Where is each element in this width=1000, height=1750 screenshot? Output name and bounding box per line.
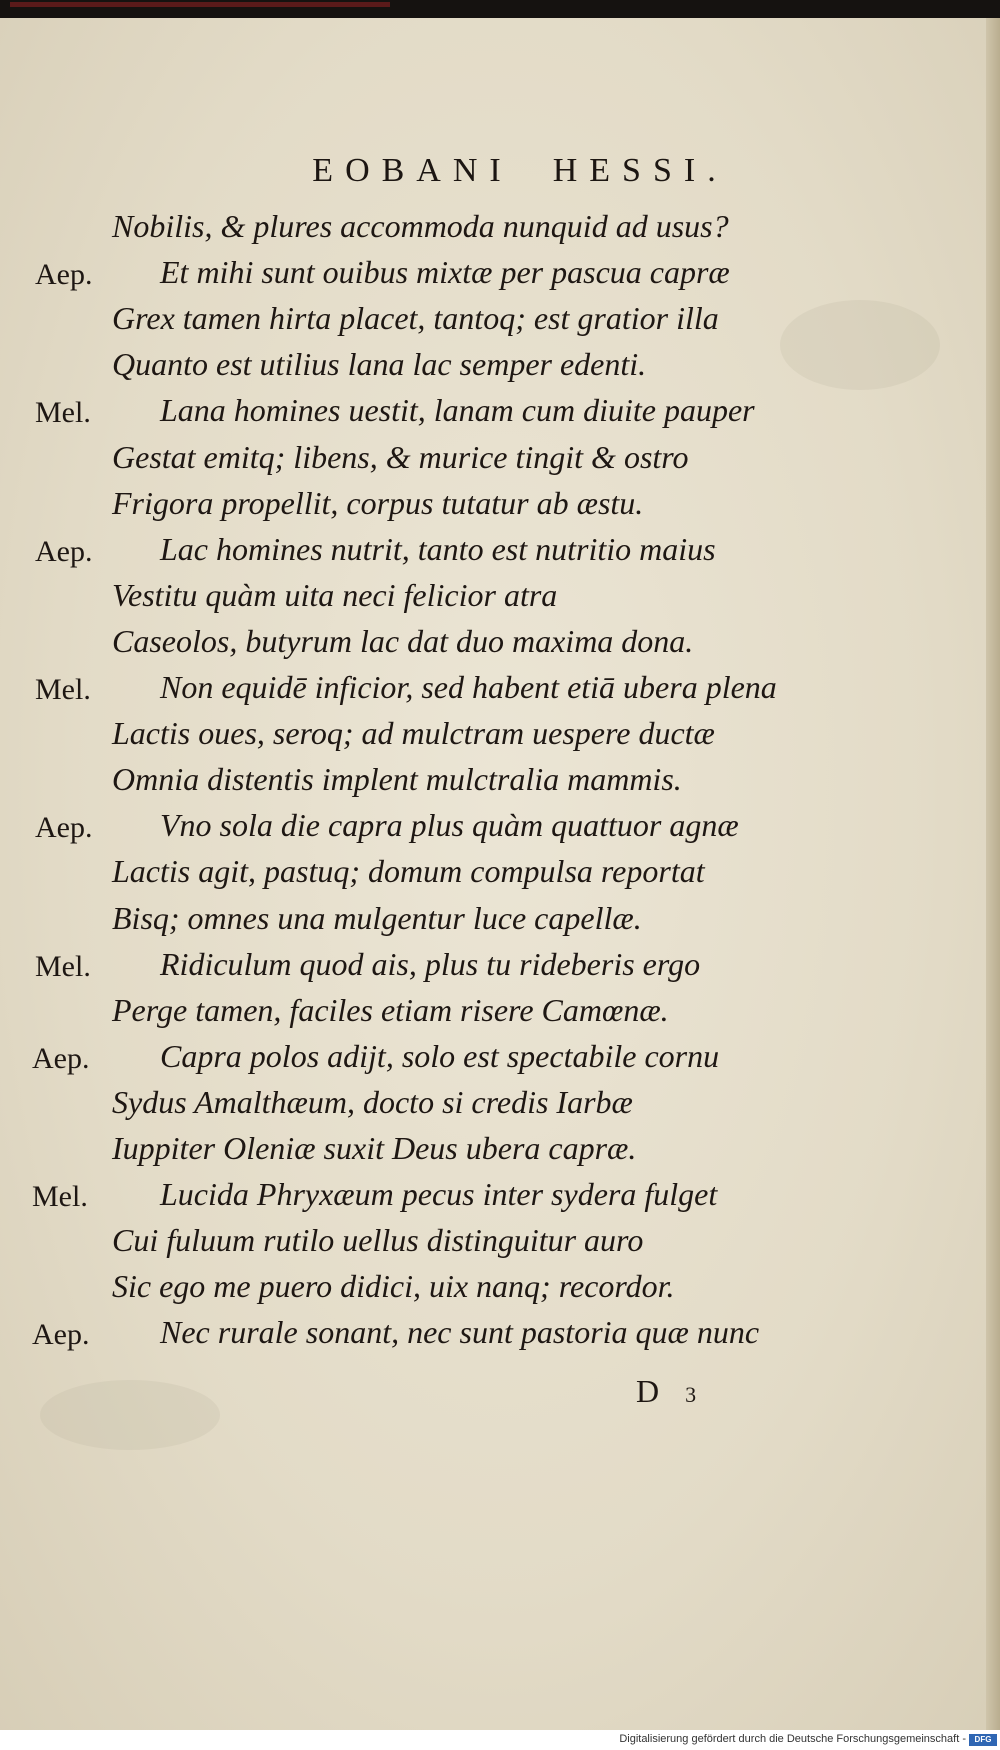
speaker-label: Mel. <box>35 396 91 430</box>
verse-line: Nobilis, & plures accommoda nunquid ad usus? <box>112 208 729 244</box>
verse-line: Lana homines uestit, lanam cum diuite pauper <box>160 392 755 429</box>
verse-line: Perge tamen, faciles etiam risere Camœnæ. <box>112 991 669 1028</box>
speaker-label: Aep. <box>32 1041 90 1075</box>
dfg-logo-icon: DFG <box>969 1734 997 1746</box>
speaker-label: Mel. <box>35 949 91 983</box>
speaker-label: Aep. <box>32 1318 90 1352</box>
verse-line: Et mihi sunt ouibus mixtæ per pascua capræ <box>160 254 730 291</box>
binding-mark <box>10 2 390 7</box>
verse-line: Lucida Phryxæum pecus inter sydera fulget <box>160 1176 718 1213</box>
paper-stain <box>40 1380 220 1450</box>
verse-line: Frigora propellit, corpus tutatur ab æstu. <box>112 484 644 521</box>
verse-line: Gestat emitq; libens, & murice tingit & ostro <box>112 438 689 475</box>
speaker-label: Aep. <box>35 811 93 845</box>
speaker-label: Mel. <box>32 1180 88 1214</box>
speaker-label: Aep. <box>35 258 93 292</box>
verse-line: Ridiculum quod ais, plus tu rideberis ergo <box>160 945 701 982</box>
verse-line: Sic ego me puero didici, uix nanq; recordor. <box>112 1268 675 1305</box>
verse-line: Nec rurale sonant, nec sunt pastoria quæ nunc <box>160 1314 760 1351</box>
verse-line: Cui fuluum rutilo uellus distinguitur auro <box>112 1222 644 1259</box>
speaker-label: Mel. <box>35 673 91 706</box>
top-edge <box>0 0 1000 18</box>
verse-line: Capra polos adijt, solo est spectabile cornu <box>160 1037 720 1074</box>
verse-line: Lactis oues, seroq; ad mulctram uespere ductæ <box>112 715 715 752</box>
verse-line: Grex tamen hirta placet, tantoq; est gratior illa <box>112 300 719 337</box>
running-title <box>0 152 1000 190</box>
verse-line: Quanto est utilius lana lac semper edenti. <box>112 346 647 383</box>
signature-number: 3 <box>685 1382 697 1407</box>
verse-line: Vestitu quàm uita neci felicior atra <box>112 576 558 613</box>
verse-line: Caseolos, butyrum lac dat duo maxima dona. <box>112 622 694 659</box>
digitization-footer <box>0 1730 1000 1750</box>
running-title-part: EOBANI <box>312 152 513 189</box>
speaker-label: Aep. <box>35 534 93 568</box>
verse-line: Iuppiter Oleniæ suxit Deus ubera capræ. <box>112 1130 637 1166</box>
verse-line: Lac homines nutrit, tanto est nutritio maius <box>160 530 716 567</box>
running-title-part: HESSI. <box>552 152 728 189</box>
verse-line: Lactis agit, pastuq; domum compulsa reportat <box>112 853 705 890</box>
page-edge <box>986 18 1000 1730</box>
signature-letter: D <box>636 1373 660 1409</box>
verse-line: Sydus Amalthæum, docto si credis Iarbæ <box>112 1083 633 1120</box>
verse-line: Non equidē inficior, sed habent etiā ubera plena <box>160 669 777 705</box>
verse-line: Omnia distentis implent mulctralia mammis. <box>112 761 682 798</box>
paper-stain <box>780 300 940 390</box>
verse-line: Vno sola die capra plus quàm quattuor agnæ <box>160 807 739 844</box>
footer-credit: Digitalisierung gefördert durch die Deutsche Forschungsgemeinschaft - <box>619 1733 966 1745</box>
verse-line: Bisq; omnes una mulgentur luce capellæ. <box>112 899 642 936</box>
signature-mark <box>636 1373 696 1410</box>
